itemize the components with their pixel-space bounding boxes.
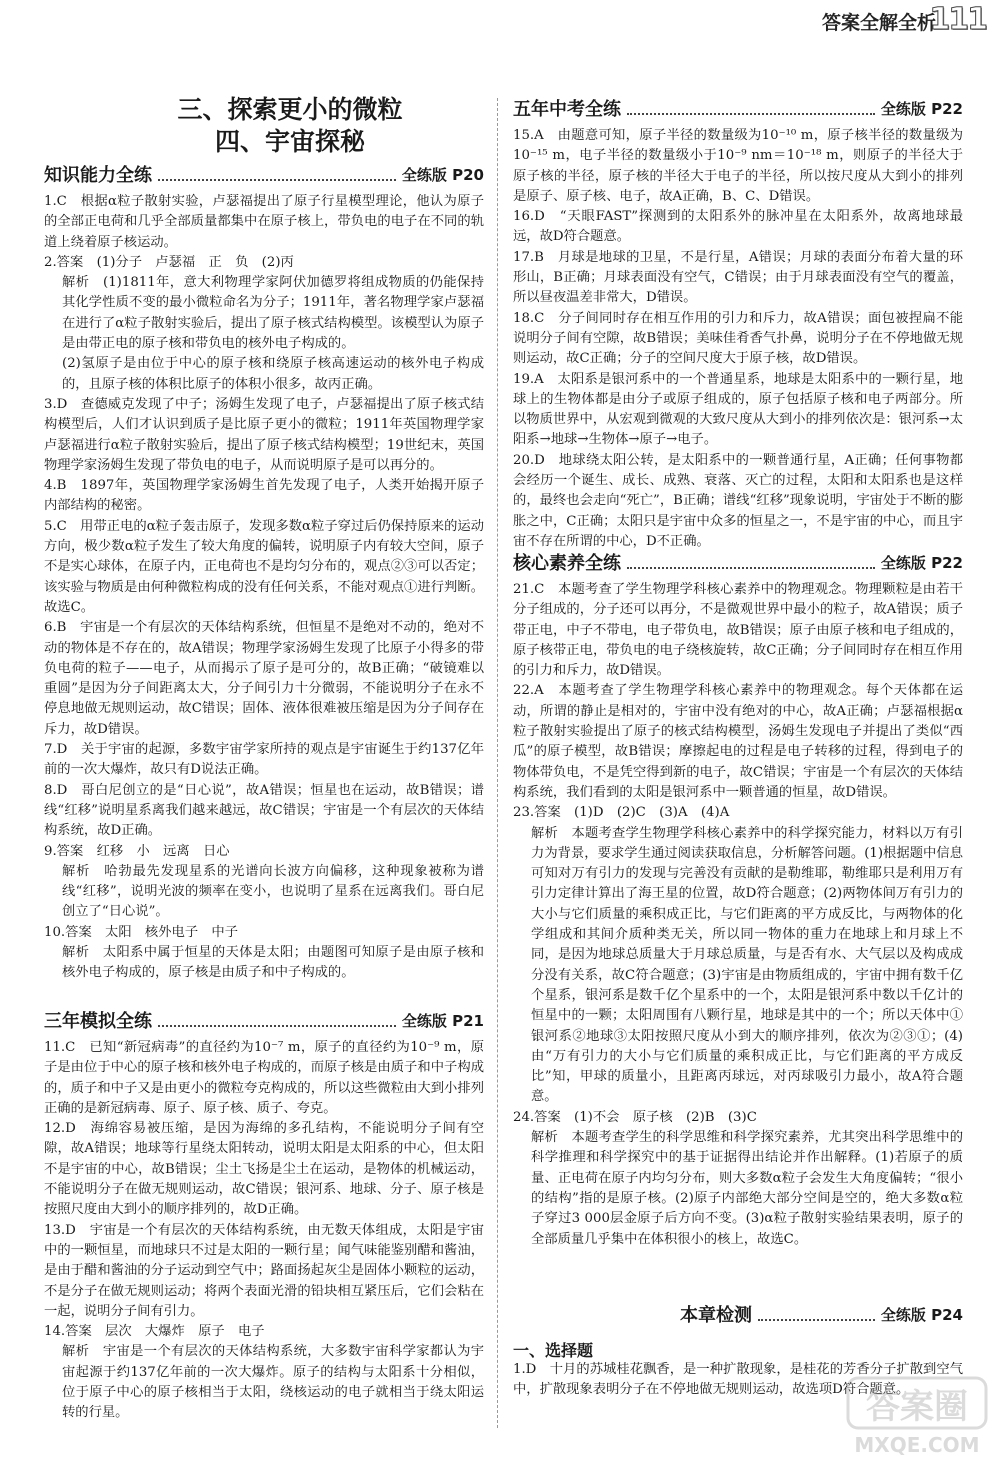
section-ref: 全练版 P20 [401,165,484,184]
dotted-leader [627,555,875,569]
section-name: 五年中考全练 [513,99,621,120]
section-sannian [44,1006,484,1034]
answer-item: 20.D 地球绕太阳公转，是太阳系中的一颗普通行星，A正确；任何事物都会经历一个诞生、成长、成熟、衰落、灭亡的过程，太阳和太阳系也是这样的，最终也会走向“死亡”，B正确；谱线“红移”现象说明，宇宙处于不断的膨胀之中，C正确；太阳只是宇宙中众多的恒星之一，不是宇宙的中心，而且宇宙不存在所谓的中心，D不正确。 [513,452,963,549]
answers-block-1 [44,192,484,984]
answer-explanation: 解析 本题考查学生物理学科核心素养中的科学探究能力，材料以万有引力为背景，要求学生通过阅读获取信息，分析解答问题。(1)根据题中信息可知对万有引力的发现与完善没有贡献的是勒维耶，勒维耶只是利用万有引力定律计算出了海王星的位置，故D符合题意；(2)两物体间万有引力的大小与它们质量的乘积成正比，与它们距离的平方成反比，与两物体的化学组成和其间介质种类无关，所以同一物体的重力在地球上和月球上不同，是因为地球总质量大于月球总质量，与是否有水、大气层以及构成成分没有关系，故C符合题意；(3)宇宙是由物质组成的，宇宙中拥有数千亿个星系，银河系是数千亿个星系中的一个，太阳是银河系中数以千亿计的恒星中的一颗；太阳周围有八颗行星，地球是其中的一个；所以天体中①银河系②地球③太阳按照尺度从小到大的顺序排列，依次为②③①；(4)由“万有引力的大小与它们质量的乘积成正比，与它们距离的平方成反比”知，甲球的质量小，且距离丙球远，对丙球吸引力最小，故A符合题意。 [531,825,963,1105]
section-ref: 全练版 P21 [401,1011,484,1030]
section-wunian [513,94,963,122]
answer-item: 24.答案 (1)不会 原子核 (2)B (3)C [513,1109,757,1125]
answer-item: 1.D 十月的苏城桂花飘香，是一种扩散现象，是桂花的芳香分子扩散到空气中，扩散现象表明分子在不停地做无规则运动，故选项D符合题意。 [513,1362,963,1398]
answer-explanation: 解析 太阳系中属于恒星的天体是太阳；由题图可知原子是由原子核和核外电子构成的，原子核是由质子和中子构成的。 [62,944,484,981]
svg-text:MXQE.COM: MXQE.COM [854,1433,980,1457]
svg-text:答案圈: 答案圈 [866,1387,968,1427]
answer-item: 13.D 宇宙是一个有层次的天体结构系统，由无数天体组成，太阳是宇宙中的一颗恒星，而地球只不过是太阳的一颗行星；闻气味能鉴别醋和酱油，是由于醋和酱油的分子运动到空气中；路面扬起灰尘是固体小颗粒的运动，不是分子在做无规则运动；将两个表面光滑的铅块相互紧压后，它们会粘在一起，说明分子间有引力。 [44,1222,484,1319]
section-zhishi [44,160,484,188]
section-name: 核心素养全练 [513,553,621,574]
section-ref: 全练版 P22 [880,553,963,572]
section-benzhang [680,1300,963,1328]
answer-explanation: 解析 (1)1811年，意大利物理学家阿伏加德罗将组成物质的仍能保持其化学性质不变的最小微粒命名为分子；1911年，著名物理学家卢瑟福在进行了α粒子散射实验后，提出了原子核式结构模型。该模型认为原子是由带正电的原子核和带负电的核外电子构成的。 [62,275,484,352]
answer-item: 7.D 关于宇宙的起源，多数宇宙学家所持的观点是宇宙诞生于约137亿年前的一次大爆炸，故只有D说法正确。 [44,742,484,778]
chapter-title-2: 四、宇宙探秘 [214,127,365,156]
section-hexin [513,548,963,576]
section-name: 本章检测 [680,1305,752,1326]
column-divider [497,98,498,1428]
answer-item: 14.答案 层次 大爆炸 原子 电子 [44,1324,265,1340]
dotted-leader [158,167,396,181]
subheading-choice: 一、选择题 [513,1341,594,1360]
answers-block-4 [513,580,963,1250]
answer-item: 23.答案 (1)D (2)C (3)A (4)A [513,805,730,821]
dotted-leader [758,1307,875,1321]
answer-explanation: 解析 本题考查学生的科学思维和科学探究素养，尤其突出科学思维中的科学推理和科学探究中的基于证据得出结论并作出解释。(1)若原子的质量、正电荷在原子内均匀分布，则大多数α粒子会发生大角度偏转；“很小的结构”指的是原子核。(2)原子内部绝大部分空间是空的，绝大多数α粒子穿过3 000层金原子后方向不变。(3)α粒子散射实验结果表明，原子的全部质量几乎集中在体积很小的核上，故选C。 [531,1130,963,1247]
watermark-logo-icon [842,1370,992,1460]
answer-item: 22.A 本题考查了学生物理学科核心素养中的物理观念。每个天体都在运动，所谓的静止是相对的，宇宙中没有绝对的中心，故A正确；卢瑟福根据α粒子散射实验提出了原子的核式结构模型，汤姆生发现电子并提出了类似“西瓜”的原子模型，故B错误；摩擦起电的过程是电子转移的过程，得到电子的物体带负电，不是凭空得到新的电子，故C错误；宇宙是一个有层次的天体结构系统，我们看到的太阳是银河系中一颗普通的恒星，故D错误。 [513,683,963,800]
section-ref: 全练版 P24 [880,1305,963,1324]
answer-explanation: 解析 宇宙是一个有层次的天体结构系统，大多数宇宙科学家都认为宇宙起源于约137亿年前的一次大爆炸。原子的结构与太阳系十分相似，位于原子中心的原子核相当于太阳，绕核运动的电子就相当于绕太阳运转的行星。 [62,1344,484,1421]
answer-item: 2.答案 (1)分子 卢瑟福 正 负 (2)丙 [44,254,294,270]
answer-explanation: (2)氢原子是由位于中心的原子核和绕原子核高速运动的核外电子构成的，且原子核的体积比原子的体积小很多，故丙正确。 [62,356,484,392]
answer-item: 5.C 用带正电的α粒子轰击原子，发现多数α粒子穿过后仍保持原来的运动方向，极少数α粒子发生了较大角度的偏转，说明原子内有较大空间，原子不是实心球体，在原子内，正电荷也不是均匀分布的，观点②③可以否定；该实验与物质是由何种微粒构成的没有任何关系，不能对观点①进行判断。故选C。 [44,518,484,615]
answer-item: 9.答案 红移 小 远离 日心 [44,843,230,859]
answers-block-2 [44,1038,484,1424]
answer-item: 10.答案 太阳 核外电子 中子 [44,924,239,940]
chapter-title-1: 三、探索更小的微粒 [177,95,403,124]
answer-item: 11.C 已知“新冠病毒”的直径约为10⁻⁷ m，原子的直径约为10⁻⁹ m，原子是由位于中心的原子核和核外电子构成的，而原子核是由质子和中子构成的，质子和中子又是由更小的微粒夸克构成的，所以这些微粒由大到小排列正确的是新冠病毒、原子、原子核、质子、夸克。 [44,1040,484,1116]
answer-item: 1.C 根据α粒子散射实验，卢瑟福提出了原子行星模型理论，他认为原子的全部正电荷和几乎全部质量都集中在原子核上，带负电的电子在不同的轨道上绕着原子核运动。 [44,194,484,250]
answer-item: 15.A 由题意可知，原子半径的数量级为10⁻¹⁰ m，原子核半径的数量级为10⁻¹⁵ m，电子半径的数量级小于10⁻⁹ nm＝10⁻¹⁸ m，则原子的半径大于原子核的半径，原子核的半径大于电子的半径，所以按尺度从大到小的排列是原子、原子核、电子，故A正确，B、C、D错误。 [513,128,963,204]
answer-item: 18.C 分子间同时存在相互作用的引力和斥力，故A错误；面包被捏扁不能说明分子间有空隙，故B错误；美味佳肴香气扑鼻，说明分子在不停地做无规则运动，故C正确；分子的空间尺度大于原子核，故D错误。 [513,310,963,367]
dotted-leader [158,1013,396,1027]
answer-item: 19.A 太阳系是银河系中的一个普通星系，地球是太阳系中的一颗行星，地球上的生物体都是由分子或原子组成的，原子包括原子核和电子两部分。所以物质世界中，从宏观到微观的大致尺度从大到小的排列依次是：银河系→太阳系→地球→生物体→原子→电子。 [513,371,963,448]
answer-item: 4.B 1897年，英国物理学家汤姆生首先发现了电子，人类开始揭开原子内部结构的秘密。 [44,478,484,514]
answer-explanation: 解析 哈勃最先发现星系的光谱向长波方向偏移，这种现象被称为谱线“红移”，说明光波的频率在变小，也说明了星系在远离我们。哥白尼创立了“日心说”。 [62,863,484,920]
answer-item: 8.D 哥白尼创立的是“日心说”，故A错误；恒星也在运动，故B错误；谱线“红移”说明星系离我们越来越远，故C错误；宇宙是一个有层次的天体结构系统，故D正确。 [44,782,484,839]
header-label: 答案全解全析 [821,12,936,34]
dotted-leader [627,101,875,115]
section-name: 三年模拟全练 [44,1011,152,1032]
answers-block-3 [513,126,963,552]
answer-item: 3.D 查德威克发现了中子；汤姆生发现了电子，卢瑟福提出了原子核式结构模型后，人们才认识到质子是比原子更小的微粒；1911年英国物理学家卢瑟福进行α粒子散射实验后，提出了原子核式结构模型；19世纪末，英国物理学家汤姆生发现了带负电的电子，从而说明原子是可以再分的。 [44,396,484,473]
answer-item: 21.C 本题考查了学生物理学科核心素养中的物理观念。物理颗粒是由若干分子组成的，分子还可以再分，不是微观世界中最小的粒子，故A错误；质子带正电，中子不带电，电子带负电，故B错误；原子由原子核和电子组成的，原子核带正电，带负电的电子绕核旋转，故C正确；分子间同时存在相互作用的引力和斥力，故D错误。 [513,582,963,679]
answer-item: 12.D 海绵容易被压缩，是因为海绵的多孔结构，不能说明分子间有空隙，故A错误；地球等行星绕太阳转动，说明太阳是太阳系的中心，但太阳不是宇宙的中心，故B错误；尘土飞扬是尘土在运动，是物体的机械运动，不能说明分子在做无规则运动，故C错误；银河系、地球、分子、原子核是按照尺度由大到小的顺序排列的，故D正确。 [44,1121,484,1218]
answer-item: 6.B 宇宙是一个有层次的天体结构系统，但恒星不是绝对不动的，绝对不动的物体是不存在的，故A错误；物理学家汤姆生发现了比原子小得多的带负电荷的粒子——电子，从而揭示了原子是可分的，故B正确；“破镜难以重圆”是因为分子间距离太大，分子间引力十分微弱，不能说明分子在永不停息地做无规则运动，故C错误；固体、液体很难被压缩是因为分子间存在斥力，故D错误。 [44,620,484,737]
section-name: 知识能力全练 [44,165,152,186]
page-number: 111 [929,2,986,37]
answer-item: 16.D “天眼FAST”探测到的太阳系外的脉冲星在太阳系外，故离地球最远，故D符合题意。 [513,209,963,245]
answer-item: 17.B 月球是地球的卫星，不是行星，A错误；月球的表面分布着大量的环形山，B正确；月球表面没有空气，C错误；由于月球表面没有空气的覆盖，所以昼夜温差非常大，D错误。 [513,249,963,306]
section-ref: 全练版 P22 [880,99,963,118]
